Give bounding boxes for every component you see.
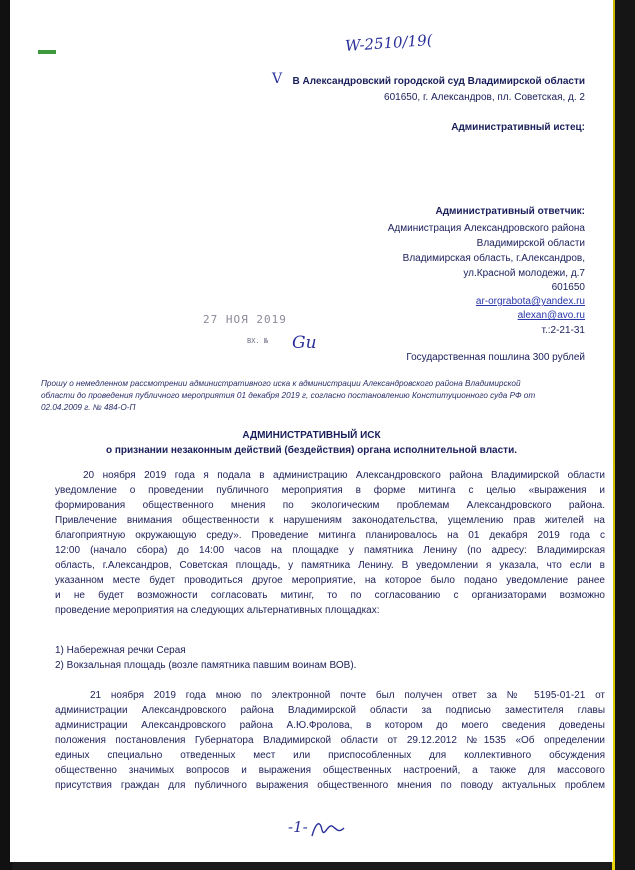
paragraph-line: и не будет возможности согласовать митинг, то по согласованию с организаторами возможно [55,590,605,601]
defendant-label: Административный ответчик: [435,206,585,217]
checkmark-handwritten: V [272,71,283,87]
defendant-line: Администрация Александровского района [387,223,585,234]
scan-right-edge [615,0,635,870]
green-marker-line [38,50,56,54]
paragraph-line: область, г.Александров, Советская площадь, у памятника Ленину. В уведомлении я указала, что если в [55,560,605,571]
email-link[interactable]: ar-orgrabota@yandex.ru [475,296,585,307]
incoming-number-stamp: ВХ. № [247,337,269,345]
paragraph-line: единых специально отведенных мест или приспособленных для коллективного обсуждения [55,750,605,761]
paragraph-line: общественно значимых вопросов и выражения общественных настроений, а также для массового [55,765,605,776]
defendant-line: ул.Красной молодежи, д.7 [463,268,585,279]
court-address: 601650, г. Александров, пл. Советская, д. 2 [384,92,585,103]
page-number-handwritten: -1- [288,818,308,836]
case-number-handwritten: W-2510/19( [344,30,434,56]
alternative-site: 2) Вокзальная площадь (возле памятника павшим воинам ВОВ). [55,660,357,671]
paragraph-line: формирования общественного мнения по экологическим проблемам Александровского района. [55,500,605,511]
received-date-stamp: 27 НОЯ 2019 [203,313,287,326]
court-line: В Александровский городской суд Владимирской области [292,76,585,87]
document-subtitle: о признании незаконным действий (бездействия) органа исполнительной власти. [106,445,517,456]
paragraph-line: Привлечение внимания общественности к нарушениям законодательства, ущемлению прав жителей на [55,515,605,526]
phone-number: т.:2-21-31 [541,325,585,336]
signature-scribble-icon [310,818,346,840]
plaintiff-label: Административный истец: [451,122,585,133]
document-title: АДМИНИСТРАТИВНЫЙ ИСК [242,430,381,441]
request-line: 02.04.2009 г. № 484-О-П [41,403,136,412]
signature-initials: Gu [292,333,317,353]
paragraph-line: указанном месте будет проводиться другое мероприятие, на которое было подано уведомление ранее [55,575,605,586]
paragraph-line: уведомление о проведении публичного мероприятия в форме митинга с целью «выражения и [55,485,605,496]
paragraph-line: положения постановления Губернатора Владимирской области от 29.12.2012 №1535 «Об определении [55,735,605,746]
paragraph-line: проведение мероприятия на следующих альтернативных площадках: [55,605,380,616]
request-line: Прошу о немедленном рассмотрении административного иска к администрации Александровского района Владимирской [41,379,521,388]
paragraph-line: администрации Александровского района А.Ю.Фролова, в котором до моего сведения доведены [55,720,605,731]
email-link[interactable]: alexan@avo.ru [517,310,585,321]
defendant-line: Владимирской области [476,238,585,249]
paragraph-line: 21 ноября 2019 года мною по электронной почте был получен ответ за № 5195-01-21 от [90,690,605,701]
defendant-line: Владимирская область, г.Александров, [402,253,585,264]
state-fee: Государственная пошлина 300 рублей [406,352,585,363]
defendant-postcode: 601650 [551,282,585,293]
paragraph-line: 20 ноября 2019 года я подала в администрацию Александровского района Владимирской области [83,470,605,481]
paragraph-line: 12:00 (начало сбора) до 14:00 часов на площадке у памятника Ленину (по адресу: Владимирская [55,545,605,556]
document-page [10,0,613,862]
paragraph-line: присутствия граждан для публичного выражения общественного мнения по поводу актуальных проблем [55,780,605,791]
paragraph-line: администрации Александровского района Владимирской области за подписью заместителя главы [55,705,605,716]
request-line: области до проведения публичного мероприятия 01 декабря 2019 г, согласно постановлению Конституционного суда РФ от [41,391,536,400]
paragraph-line: благоприятную окружающую среду». Проведение митинга планировалось на 01 декабря 2019 года с [55,530,605,541]
alternative-site: 1) Набережная речки Серая [55,645,186,656]
